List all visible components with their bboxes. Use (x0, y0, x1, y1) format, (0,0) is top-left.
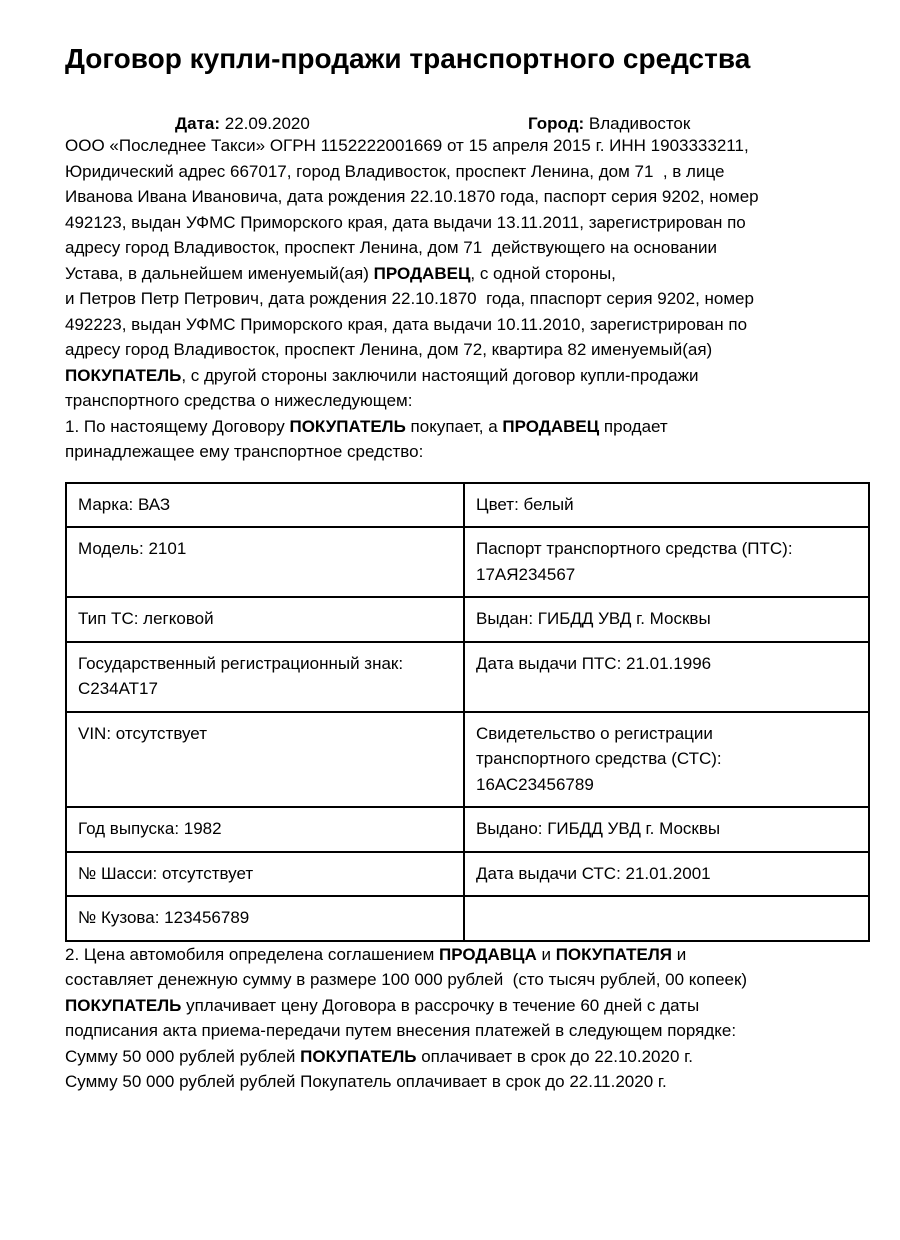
clause-2-paragraph: 2. Цена автомобиля определена соглашением ПРОДАВЦА и ПОКУПАТЕЛЯ и составляет денежную сумму в размере 100 000 рублей (сто тысяч рублей, 00 копеек) ПОКУПАТЕЛЬ уплачивает цену Договора в рассрочку в течение 60 дней с даты подписания акта приема-передачи путем внесения платежей в следующем порядке: Сумму 50 000 рублей рублей ПОКУПАТЕЛЬ оплачивает в срок до 22.10.2020 г. Сумму 50 000 рублей рублей Покупатель оплачивает в срок до 22.11.2020 г. (65, 944, 748, 1091)
city-value: Владивосток (588, 114, 691, 133)
vehicle-table-cell-sts-issuer: Выдано: ГИБДД УВД г. Москвы (464, 807, 869, 852)
table-row (66, 597, 869, 642)
document-title: Договор купли-продажи транспортного средства (65, 43, 751, 74)
vehicle-table-cell-vin: VIN: отсутствует (66, 712, 464, 808)
vehicle-table-cell-body-number: № Кузова: 123456789 (66, 896, 464, 941)
vehicle-table-cell-sts-date: Дата выдачи СТС: 21.01.2001 (464, 852, 869, 897)
vehicle-table-cell-pts-date: Дата выдачи ПТС: 21.01.1996 (464, 642, 869, 712)
vehicle-table-cell-reg-plate: Государственный регистрационный знак: С234АТ17 (66, 642, 464, 712)
vehicle-table-cell-pts: Паспорт транспортного средства (ПТС): 17АЯ234567 (464, 527, 869, 597)
table-row (66, 642, 869, 712)
table-row (66, 807, 869, 852)
vehicle-table-cell-color: Цвет: белый (464, 483, 869, 528)
vehicle-table-cell-year: Год выпуска: 1982 (66, 807, 464, 852)
vehicle-table-cell-empty (464, 896, 869, 941)
table-row (66, 483, 869, 528)
vehicle-table (65, 482, 870, 942)
vehicle-table-cell-sts: Свидетельство о регистрации транспортного средства (СТС): 16АС23456789 (464, 712, 869, 808)
vehicle-table-cell-type: Тип ТС: легковой (66, 597, 464, 642)
city-label: Город: (528, 114, 585, 133)
vehicle-table-cell-chassis: № Шасси: отсутствует (66, 852, 464, 897)
table-row (66, 712, 869, 808)
table-row (66, 896, 869, 941)
vehicle-table-cell-make: Марка: ВАЗ (66, 483, 464, 528)
city-field (528, 111, 690, 137)
date-value: 22.09.2020 (224, 114, 310, 133)
clause-1-paragraph: 1. По настоящему Договору ПОКУПАТЕЛЬ покупает, а ПРОДАВЕЦ продает принадлежащее ему транспортное средство: (65, 416, 668, 461)
date-field (175, 111, 310, 137)
table-row (66, 852, 869, 897)
table-row (66, 527, 869, 597)
vehicle-table-cell-model: Модель: 2101 (66, 527, 464, 597)
meta-row (0, 111, 900, 133)
date-label: Дата: (175, 114, 221, 133)
parties-paragraph: ООО «Последнее Такси» ОГРН 1152222001669 от 15 апреля 2015 г. ИНН 1903333211, Юридический адрес 667017, город Владивосток, проспект Ленина, дом 71 , в лице Иванова Ивана Ивановича, дата рождения 22.10.1870 года, паспорт серия 9202, номер 492123, выдан УФМС Приморского края, дата выдачи 13.11.2011, зарегистрирован по адресу город Владивосток, проспект Ленина, дом 71 действующего на основании Устава, в дальнейшем именуемый(ая) ПРОДАВЕЦ, с одной стороны, и Петров Петр Петрович, дата рождения 22.10.1870 года, ппаспорт серия 9202, номер 492223, выдан УФМС Приморского края, дата выдачи 10.11.2010, зарегистрирован по адресу город Владивосток, проспект Ленина, дом 72, квартира 82 именуемый(ая) ПОКУПАТЕЛЬ, с другой стороны заключили настоящий договор купли-продажи транспортного средства о нижеследующем: (65, 136, 759, 410)
vehicle-table-cell-pts-issuer: Выдан: ГИБДД УВД г. Москвы (464, 597, 869, 642)
